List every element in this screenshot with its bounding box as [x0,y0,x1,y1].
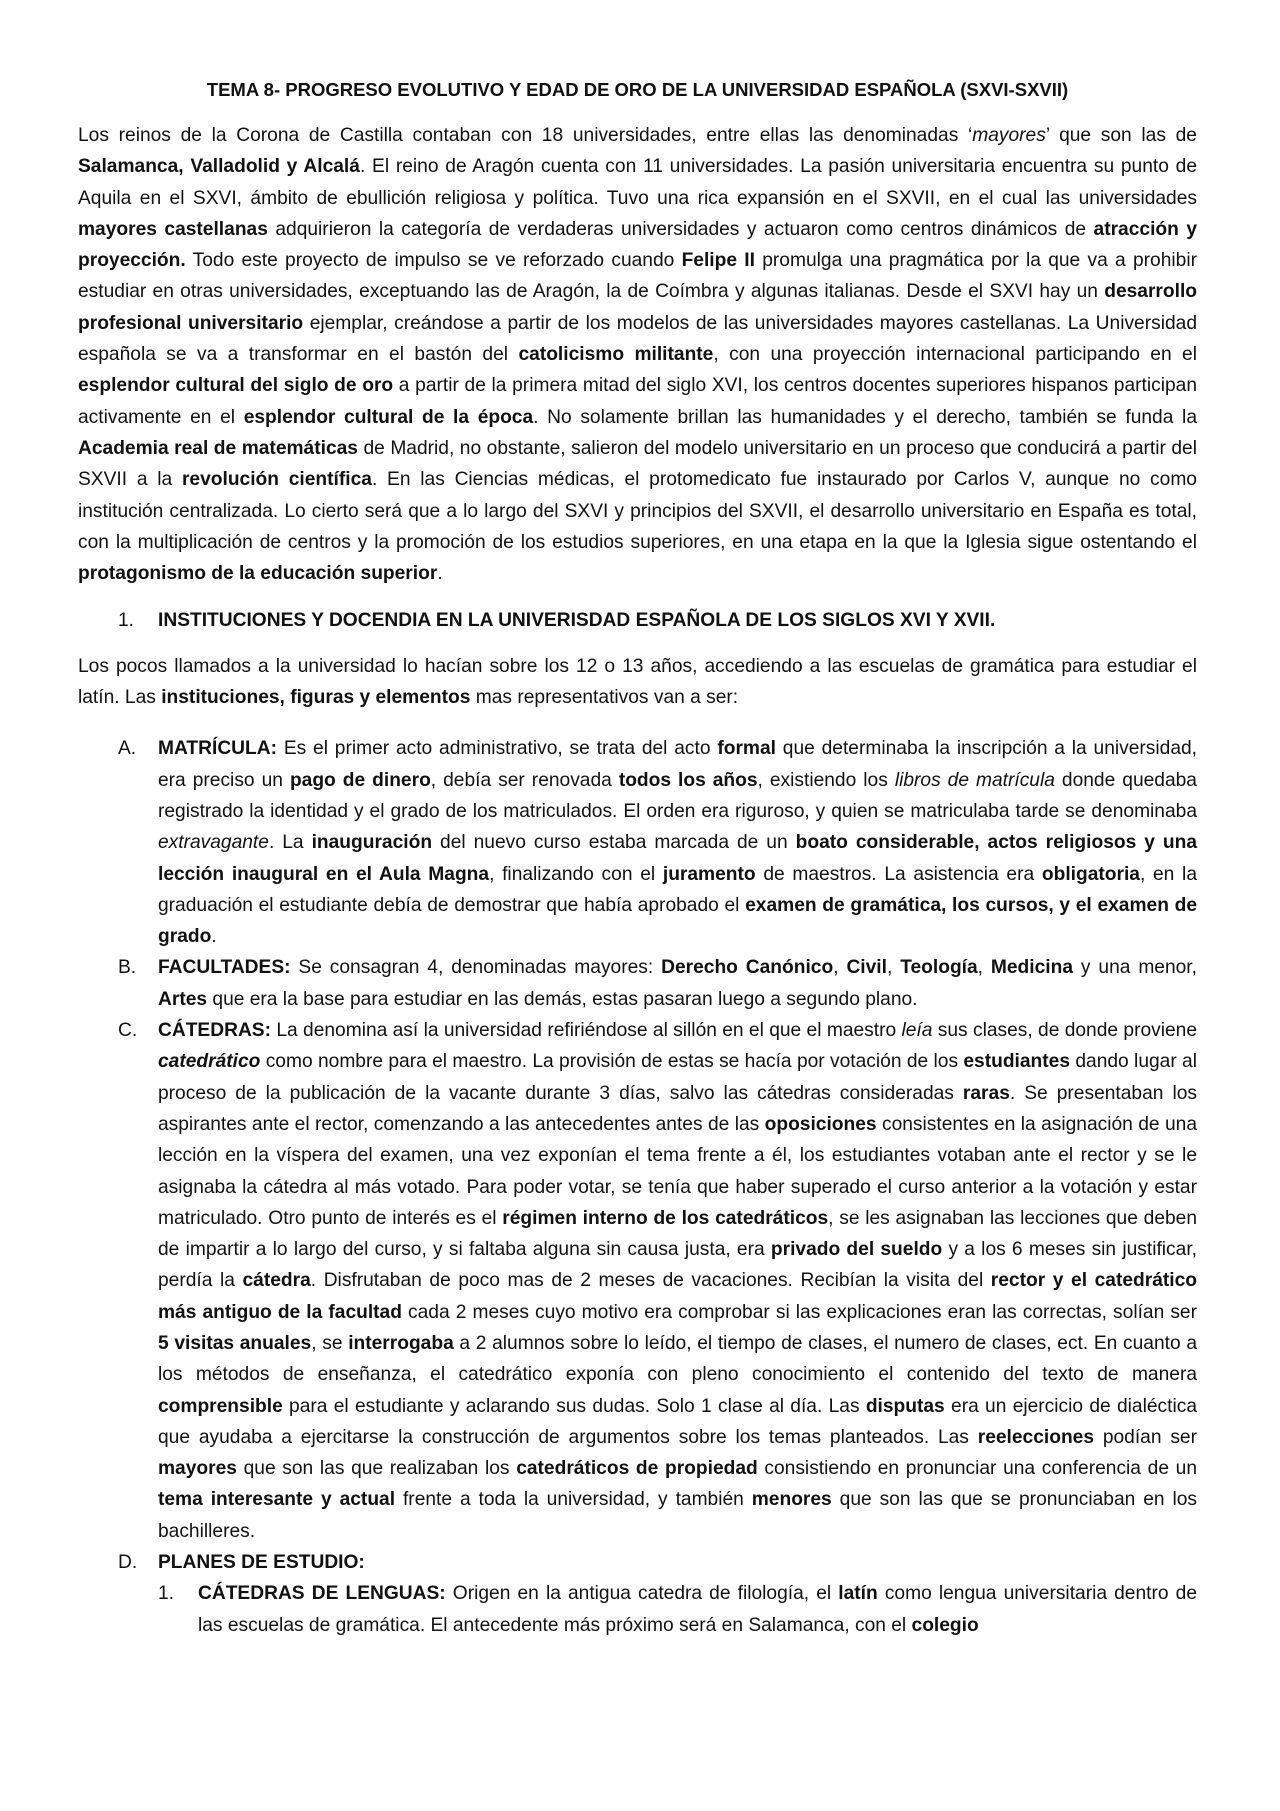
emphasis-bold: menores [751,1489,832,1511]
emphasis-bold: mayores castellanas [78,218,268,240]
emphasis-bold: juramento [662,863,756,885]
emphasis-bold: catolicismo militante [518,344,714,366]
emphasis-bold: obligatoria [1041,863,1140,885]
emphasis-bold: privado del sueldo [770,1239,943,1261]
emphasis-bold: cátedra [242,1270,311,1292]
emphasis-bold: comprensible [158,1395,283,1417]
emphasis-bold: CÁTEDRAS: [158,1020,271,1042]
emphasis-bold: interrogaba [348,1332,454,1354]
emphasis-bold: inauguración [311,832,433,854]
emphasis-bold: boato considerable, actos religiosos y una lección inaugural en el Aula Magna [158,832,1197,885]
list-item-text: CÁTEDRAS: La denomina así la universidad refiriéndose al sillón en el que el maestro leía sus clases, de donde proviene catedrático como nombre para el maestro. La provisión de estas se hacía por votación de los estudiantes dando lugar al proceso de la publicación de la vacante durante 3 días, salvo las cátedras consideradas raras. Se presentaban los aspirantes ante el rector, comenzando a las antecedentes antes de las oposiciones consistentes en la asignación de una lección en la víspera del examen, una vez exponían el tema frente a él, los estudiantes votaban ante el rector y se le asignaba la cátedra al más votado. Para poder votar, se tenía que haber superado el curso anterior a la votación y estar matriculado. Otro punto de interés es el régimen interno de los catedráticos, se les asignaban las lecciones que deben de impartir a lo largo del curso, y si faltaba alguna sin causa justa, era privado del sueldo y a los 6 meses sin justificar, perdía la cátedra. Disfrutaban de poco mas de 2 meses de vacaciones. Recibían la visita del rector y el catedrático más antiguo de la facultad cada 2 meses cuyo motivo era comprobar si las explicaciones eran las correctas, solían ser 5 visitas anuales, se interrogaba a 2 alumnos sobre lo leído, el tiempo de clases, el numero de clases, ect. En cuanto a los métodos de enseñanza, el catedrático exponía con pleno conocimiento el contenido del texto de manera comprensible para el estudiante y aclarando sus dudas. Solo 1 clase al día. Las disputas era un ejercicio de dialéctica que ayudaba a ejercitarse la construcción de argumentos sobre los temas planteados. Las reelecciones podían ser mayores que son las que realizaban los catedráticos de propiedad consistiendo en pronunciar una conferencia de un tema interesante y actual frente a toda la universidad, y también menores que son las que se pronunciaban en los bachilleres. [158,1020,1198,1542]
emphasis-bold: reelecciones [977,1426,1095,1448]
list-item-text [158,1547,1197,1578]
list-item [118,733,1197,952]
list-item-content [158,1547,1197,1641]
emphasis-bold: formal [717,738,776,760]
emphasis-bold: revolución científica [181,469,372,491]
list-item-text: MATRÍCULA: Es el primer acto administrativo, se trata del acto formal que determinaba la inscripción a la universidad, era preciso un pago de dinero, debía ser renovada todos los años, existiendo los libros de matrícula donde quedaba registrado la identidad y el grado de los matriculados. El orden era riguroso, y quien se matriculaba tarde se denominaba extravagante. La inauguración del nuevo curso estaba marcada de un boato considerable, actos religiosos y una lección inaugural en el Aula Magna, finalizando con el juramento de maestros. La asistencia era obligatoria, en la graduación el estudiante debía de demostrar que había aprobado el examen de gramática, los cursos, y el examen de grado. [158,738,1198,948]
list-marker: B. [118,957,137,979]
emphasis-bold: disputas [865,1395,945,1417]
list-item [118,1547,1197,1641]
emphasis-bold: Artes [158,988,208,1010]
emphasis-bold: mayores [158,1458,237,1480]
emphasis-bold: examen de gramática, los cursos, y el examen de grado [158,894,1198,948]
emphasis-bold: raras [962,1082,1010,1104]
section-number: 1. [118,610,135,632]
emphasis-bold: FACULTADES: [158,957,291,979]
section-title: INSTITUCIONES Y DOCENDIA EN LA UNIVERISDAD ESPAÑOLA DE LOS SIGLOS XVI Y XVII. [158,610,996,632]
emphasis-bold: desarrollo profesional universitario [78,281,1197,334]
emphasis-bold: catedrático [158,1051,261,1073]
emphasis-bold: MATRÍCULA: [158,738,278,760]
section-heading [118,605,1197,636]
emphasis-bold: Academia real de matemáticas [78,437,358,459]
emphasis-bold: latín [838,1583,878,1605]
emphasis-bold: Medicina [990,957,1074,979]
emphasis-bold: Salamanca, Valladolid y Alcalá [78,156,360,178]
list-item-text: FACULTADES: Se consagran 4, denominadas mayores: Derecho Canónico, Civil, Teología, Medicina y una menor, Artes que era la base para estudiar en las demás, estas pasaran luego a segundo plano. [158,957,1197,1010]
emphasis-bold: rector y el catedrático más antiguo de la facultad [158,1270,1197,1323]
list-item [118,1015,1197,1547]
emphasis-bold: esplendor cultural de la época [243,406,534,428]
document-title: TEMA 8- PROGRESO EVOLUTIVO Y EDAD DE ORO DE LA UNIVERSIDAD ESPAÑOLA (SXVI-SXVII) [206,79,1069,100]
sub-list-item-text: CÁTEDRAS DE LENGUAS: Origen en la antigua catedra de filología, el latín como lengua universitaria dentro de las escuelas de gramática. El antecedente más próximo será en Salamanca, con el colegio [198,1583,1197,1636]
emphasis-bold: 5 visitas anuales [158,1332,312,1354]
emphasis-bold: Felipe II [681,250,755,272]
emphasis-bold: tema interesante y actual [158,1489,396,1511]
emphasis-bold: catedráticos de propiedad [516,1458,758,1480]
list-marker: D. [118,1552,138,1574]
list-marker: C. [118,1020,138,1042]
emphasis-bold: Teología [900,957,978,979]
intro-paragraph: Los reinos de la Corona de Castilla contaban con 18 universidades, entre ellas las denominadas ‘mayores’ que son las de Salamanca, Valladolid y Alcalá. El reino de Aragón cuenta con 11 universidades. La pasión universitaria encuentra su punto de Aquila en el SXVI, ámbito de ebullición religiosa y política. Tuvo una rica expansión en el SXVII, en el cual las universidades mayores castellanas adquirieron la categoría de verdaderas universidades y actuaron como centros dinámicos de atracción y proyección. Todo este proyecto de impulso se ve reforzado cuando Felipe II promulga una pragmática por la que va a prohibir estudiar en otras universidades, exceptuando las de Aragón, la de Coímbra y algunas italianas. Desde el SXVI hay un desarrollo profesional universitario ejemplar, creándose a partir de los modelos de las universidades mayores castellanas. La Universidad española se va a transformar en el bastón del catolicismo militante, con una proyección internacional participando en el esplendor cultural del siglo de oro a partir de la primera mitad del siglo XVI, los centros docentes superiores hispanos participan activamente en el esplendor cultural de la época. No solamente brillan las humanidades y el derecho, también se funda la Academia real de matemáticas de Madrid, no obstante, salieron del modelo universitario en un proceso que conducirá a partir del SXVII a la revolución científica. En las Ciencias médicas, el protomedicato fue instaurado por Carlos V, aunque no como institución centralizada. Lo cierto será que a lo largo del SXVI y principios del SXVII, el desarrollo universitario en España es total, con la multiplicación de centros y la promoción de los estudios superiores, en una etapa en la que la Iglesia sigue ostentando el protagonismo de la educación superior. [78,125,1197,585]
emphasis-bold: oposiciones [764,1113,877,1135]
emphasis-bold: pago de dinero [289,769,431,791]
section-intro-paragraph: Los pocos llamados a la universidad lo hacían sobre los 12 o 13 años, accediendo a las escuelas de gramática para estudiar el latín. Las instituciones, figuras y elementos mas representativos van a ser: [78,655,1197,709]
sub-list-item [158,1578,1197,1641]
emphasis-italic: mayores [972,125,1046,146]
items-list [78,733,1197,1641]
emphasis-bold: protagonismo de la educación superior [78,563,438,585]
emphasis-bold: colegio [911,1614,979,1636]
list-item [118,952,1197,1015]
emphasis-italic: libros de matrícula [894,769,1055,791]
emphasis-italic: extravagante [158,832,269,854]
emphasis-bold: esplendor cultural del siglo de oro [78,375,394,397]
emphasis-bold: instituciones, figuras y elementos [161,687,471,709]
emphasis-bold: estudiantes [963,1051,1071,1073]
emphasis-bold: Civil [846,957,887,979]
list-marker: A. [118,738,137,760]
emphasis-bold: régimen interno de los catedráticos [502,1207,829,1229]
emphasis-bold: CÁTEDRAS DE LENGUAS: [198,1583,446,1605]
emphasis-bold: todos los años [618,769,758,791]
emphasis-italic: leía [901,1020,933,1042]
emphasis-bold: atracción y proyección. [78,218,1197,272]
emphasis-bold: Derecho Canónico [661,957,834,979]
emphasis-bold: PLANES DE ESTUDIO: [158,1552,365,1574]
sub-list-marker: 1. [158,1583,175,1605]
